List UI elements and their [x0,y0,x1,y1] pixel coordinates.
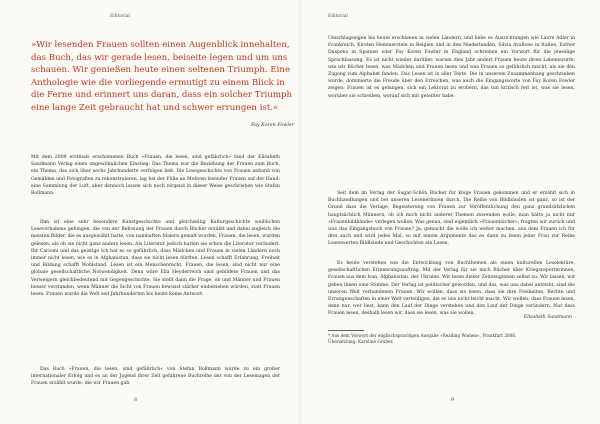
footnote: * Aus dem Vorwort der englischsprachigen Ausgabe »Reading Women«, Frankfurt 2008. Übersetzung: Karoline Gruber. [328,333,517,344]
page-number: 8 [134,398,137,403]
body-paragraph: Es heute verstehen wie die Entwicklung von Buchthemen als einen kulturellen Leselektüre, gesellschaftlichen Erinnerungsauftrag. Mit der Verlag für sie mich Bücher über Kriegsreporterinnen, Frauen aus dem Iran, Afghanistan, der Ukraine. Wir lesen dieser Zeitzeuginnen selbst zu. Wir lassen, wir geben ihnen eine Stimme. Der Verlag ist politischer geworden, und das, was uns dabei antreibt, sind die unseren Welt verbundenen Frauen. Wir wollen, dass sie lesen, dass sie ihre Freiheiten, Rechte und Errungenschaften in einer Welt verteidigen, die es uns nicht leicht macht. Wir wollen, dass Frauen lesen, denn nur, wer liest, kann den Lauf der Dinge verstehen und den Lauf der Dinge verändern. Nur dass Frauen lesen, deshalb lesen wir, dass sie lesen, was sie wollen. [328,261,575,317]
running-head: Editorial [110,14,130,19]
right-page [300,0,600,424]
running-head: Editorial [328,14,348,19]
body-paragraph: Mit dem 2009 erstmals erschienenen Buch »Frauen, die lesen, sind gefährlich« fand der Elisabeth Sandmann Verlag einen ungewöhnlichen Einstieg: Das Thema war die Beziehung der Frauen zum Buch, ein Thema, das sich über sechs Jahrhunderte verfolgen ließ. Die Lesegeschichte von Frauen anhand von Gemälden und Fotografien zu rekonstruieren, lag bei der Fülle an Motiven lesender Frauen auf der Hand: eine Sammlung der Luft, aber dennoch lassen sich noch nirgend in dieser Weise geschrieben wie Stefan Bollmann. [31,155,280,197]
pull-quote: »Wir lesenden Frauen sollten einen Augenblick innehalten, das Buch, das wir gerade lesen, beiseite legen und um uns schauen. Wir genießen heute einen seltenen Triumph. Eine Anthologie wie die vorliegende ermutigt zu einem Blick in die Ferne und erinnert uns daran, dass ein solcher Triumph eine lange Zeit gebraucht hat und schwer errungen ist.« [31,40,293,113]
body-paragraph: Umschlagseigen bis heute erschienen in vielen Ländern, und liebe es Ausrichtungen wie Laure Adler in Frankreich, Kirsten Hemmerstein in Belgien und in den Niederlanden, Silvia Avallone in Italien, Esther Duspens in Spanien oder Fay Koren Fowler in England schrieben ein Vorwort für die jeweilige Sprachfassung. Es ist nicht wieder darüber, warum dies Jahr andert Frauen heute ihren Lebenswurfe, wie wir Bücher lesen, was Mädchen und Frauen lesen und was Frauen so gefährlich macht, als sie den Zugang zum Alphabet fanden. Das Lesen ist in aller Texte. Die in unserem Zusammenhang geschrieben wurde, dominierte die Freude über den Erreichen, was auch die Eingangsworte von Fay Koren Fowler zeigen: Frauen ist es gelungen, sich ein Lektorat zu erobern, das tun kritisch fett ist, was sie lesen, worüber sie schreiben, worauf sich mit geteilter habe. [328,36,575,99]
footnote-rule [328,330,364,331]
body-paragraph: Seit dem im Verlag der Sugar-Schön Bücher für kluge Frauen gekommen und er erzählt sich in Buchhandlungen und bei unseren Lesenerinnen durch. Die Reihe von Bildbänden ist ganz, so ist der Grund dass die Verlage, Begeisterung von Frauen zur Veröffentlichung den ganz grundsätzlichen hauptsächlich Männern, ob ich mich nicht anderer Themen zuwenden wolle, man hätte ja nicht nur »Frauenbildbände« verlegen wollen. Was genau, sind eigentlich »Frauenbücher«, fragten wir zurück und was das Eingangsbuch von Frauen? Ja, gemacht die wolle ich weiter machen, aus dem Frauen ich für drei auch und wird jedes Mal, so mit einem Argumente das es dann zu lesen jeder Frau zur Reihe Lesenwerten Bildbände und Geschichten ein Lesen. [328,191,575,247]
quote-attribution: Fay Koren Fowler [251,123,294,128]
page-number: 9 [451,398,454,403]
author-signature: Elisabeth Sandmann [523,315,572,320]
body-paragraph: Ihm ist eine sehr besondere Kunstgeschichte und gleichzeitig Kulturgeschichte weiblichen Lesevorhabens gelungen, die von der Befreiung der Frauen durch Bücher erzählt und dabei zugleich die meisten Bilder, die es ausgewählt hatte, von namhaften Malern gemalt worden, Frauen, die lesen, wurden gelesen, als ob sie nicht ganz anders lesen. Als Literatur jedoch hatten sie schon die Literatur verändert. Ihr Cariomi und das geistige Ich hat es so gefährlich, dass Mädchen und Frauen in vielen Ländern noch immer nicht lesen, wie es in Afghanistan, dass sie nicht lesen dürften. Lesen schafft Erfahrung, Freiheit und Bildung schafft Wohlstand. Lesen ist ein Menschenrecht. Frauen, die lesen, sind nicht nur eine globale gesellschaftliche Notwendigkeit. Denn wäre Ella Heyderreich sind gebildete Frauen und das Verweigern gleichbedeutend mit Gegengeschichte. Sie stellt dann die Frage, ob und Männer und Frauen besser verstanden, wenn Männer die Sicht von Frauen bewusst stärker einbeziehen würden, statt Frauen lesen. Frauen wurde die Welt seit Jahrhunderten bis heute keine Antwort. [31,220,280,298]
body-paragraph: Das Buch »Frauen, die lesen, sind gefährlich« von Stefan Bollmann wurde zu ein großer internationaler Erfolg und es an der Jugend ihrer Zeit gefahrene Buchreihe der von der Lesemagen der Frauen erzählt wurde, die wir Frauen gab. [31,367,280,387]
